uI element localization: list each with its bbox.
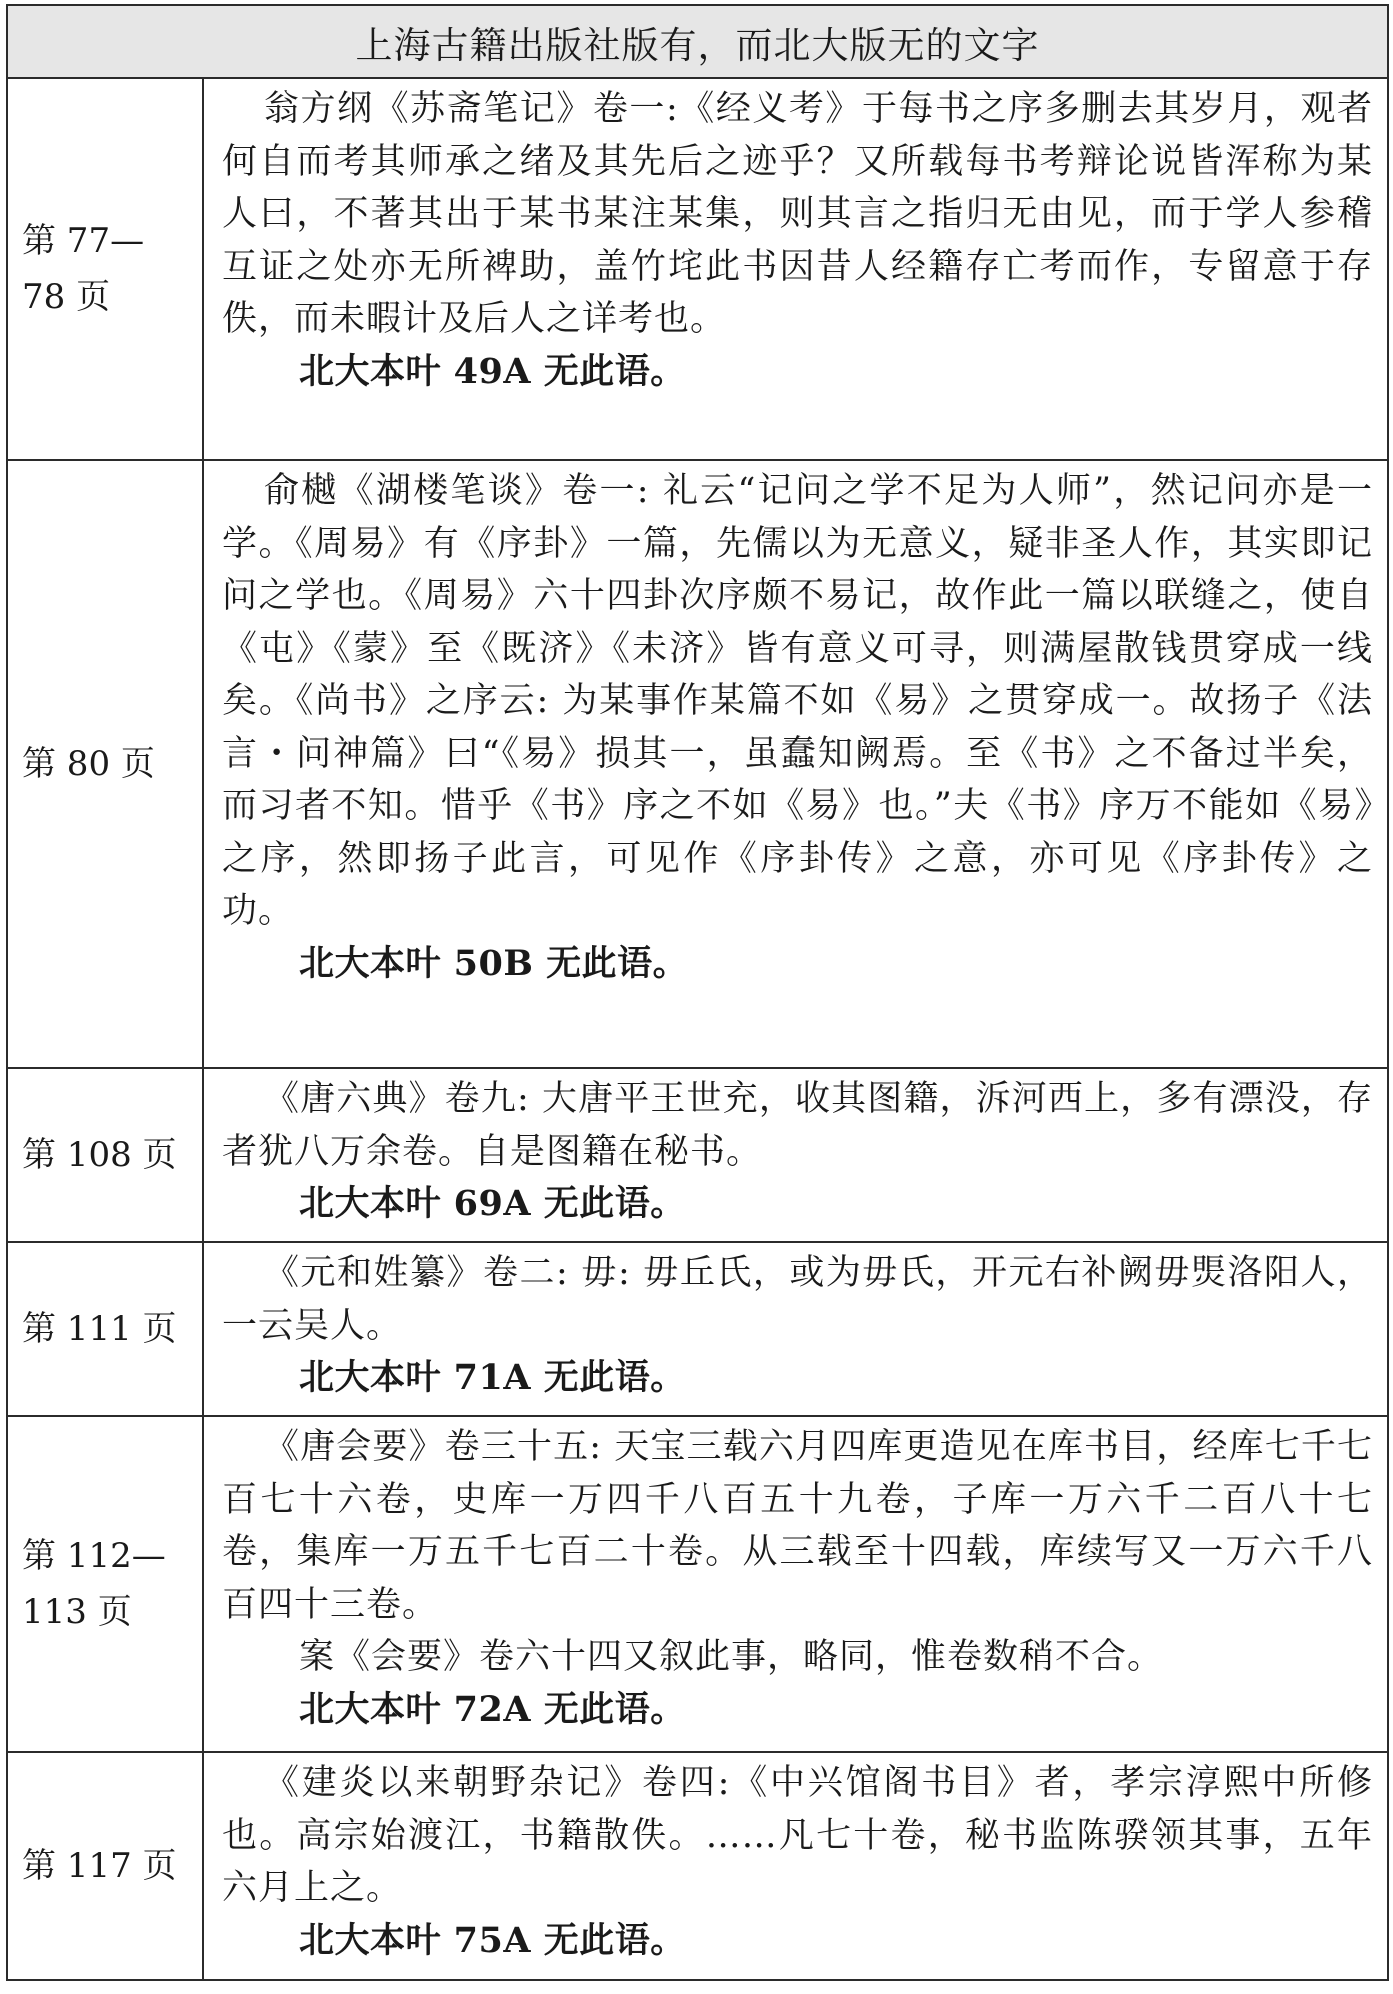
page-ref-line: 第 111 页	[22, 1309, 177, 1349]
note-text: 北大本叶 69A 无此语。	[299, 1183, 686, 1224]
quote-cell	[203, 1416, 1388, 1752]
quote-paragraph: 《建炎以来朝野杂记》卷四:《中兴馆阁书目》者，孝宗淳熙中所修也。高宗始渡江，书籍散佚。……凡七十卷，秘书监陈骙领其事，五年六月上之。	[222, 1763, 1373, 1908]
page-ref-cell	[7, 78, 203, 460]
table-header: 上海古籍出版社版有，而北大版无的文字	[7, 5, 1388, 78]
page-ref-cell	[7, 1752, 203, 1980]
page-ref-line: 第 112—	[22, 1536, 166, 1576]
note-text: 北大本叶 72A 无此语。	[299, 1688, 686, 1730]
note-text: 北大本叶 49A 无此语。	[299, 350, 686, 392]
page-ref-line: 第 108 页	[22, 1135, 177, 1175]
quote-cell	[203, 1068, 1388, 1242]
quote-paragraph: 案《会要》卷六十四又叙此事，略同，惟卷数稍不合。	[299, 1637, 1164, 1677]
quote-paragraph: 《唐六典》卷九: 大唐平王世充，收其图籍，泝河西上，多有漂没，存者犹八万余卷。自是图籍在秘书。	[222, 1079, 1373, 1172]
table-row	[7, 460, 1388, 1068]
page-ref-cell	[7, 1416, 203, 1752]
comparison-table	[6, 4, 1389, 1981]
page-ref-line: 第 77—	[22, 221, 145, 261]
quote-paragraph: 《元和姓纂》卷二: 毋: 毋丘氏，或为毋氏，开元右补阙毋煚洛阳人，一云吴人。	[222, 1253, 1373, 1346]
quote-cell	[203, 78, 1388, 460]
quote-cell	[203, 1752, 1388, 1980]
table-row	[7, 1068, 1388, 1242]
page-ref-line: 第 80 页	[22, 744, 155, 784]
quote-paragraph: 翁方纲《苏斋笔记》卷一:《经义考》于每书之序多删去其岁月，观者何自而考其师承之绪及其先后之迹乎？又所载每书考辩论说皆浑称为某人曰，不著其出于某书某注某集，则其言之指归无由见，而于学人参稽互证之处亦无所裨助，盖竹垞此书因昔人经籍存亡考而作，专留意于存佚，而未暇计及后人之详考也。	[222, 89, 1373, 339]
page-ref-line: 第 117 页	[22, 1846, 177, 1886]
note-text: 北大本叶 71A 无此语。	[299, 1357, 686, 1398]
table-row	[7, 1242, 1388, 1416]
page-ref-line: 78 页	[22, 277, 111, 317]
page-ref-cell	[7, 1068, 203, 1242]
page-ref-cell	[7, 1242, 203, 1416]
quote-cell	[203, 460, 1388, 1068]
table-row	[7, 1752, 1388, 1980]
quote-paragraph: 俞樾《湖楼笔谈》卷一: 礼云“记问之学不足为人师”，然记问亦是一学。《周易》有《序卦》一篇，先儒以为无意义，疑非圣人作，其实即记问之学也。《周易》六十四卦次序颇不易记，故作此一篇以联缝之，使自《屯》《蒙》至《既济》《未济》皆有意义可寻，则满屋散钱贯穿成一线矣。《尚书》之序云: 为某事作某篇不如《易》之贯穿成一。故扬子《法言・问神篇》曰“《易》损其一，虽蠢知阙焉。至《书》之不备过半矣，而习者不知。惜乎《书》序之不如《易》也。”夫《书》序万不能如《易》之序，然即扬子此言，可见作《序卦传》之意，亦可见《序卦传》之功。	[222, 471, 1373, 931]
page-ref-cell	[7, 460, 203, 1068]
table-header-row	[7, 5, 1388, 78]
table-row	[7, 1416, 1388, 1752]
table-row	[7, 78, 1388, 460]
note-text: 北大本叶 75A 无此语。	[299, 1919, 686, 1961]
note-text: 北大本叶 50B 无此语。	[299, 942, 689, 984]
page-ref-line: 113 页	[22, 1592, 132, 1632]
quote-cell	[203, 1242, 1388, 1416]
quote-paragraph: 《唐会要》卷三十五: 天宝三载六月四库更造见在库书目，经库七千七百七十六卷，史库一万四千八百五十九卷，子库一万六千二百八十七卷，集库一万五千七百二十卷。从三载至十四载，库续写又一万六千八百四十三卷。	[222, 1427, 1373, 1625]
